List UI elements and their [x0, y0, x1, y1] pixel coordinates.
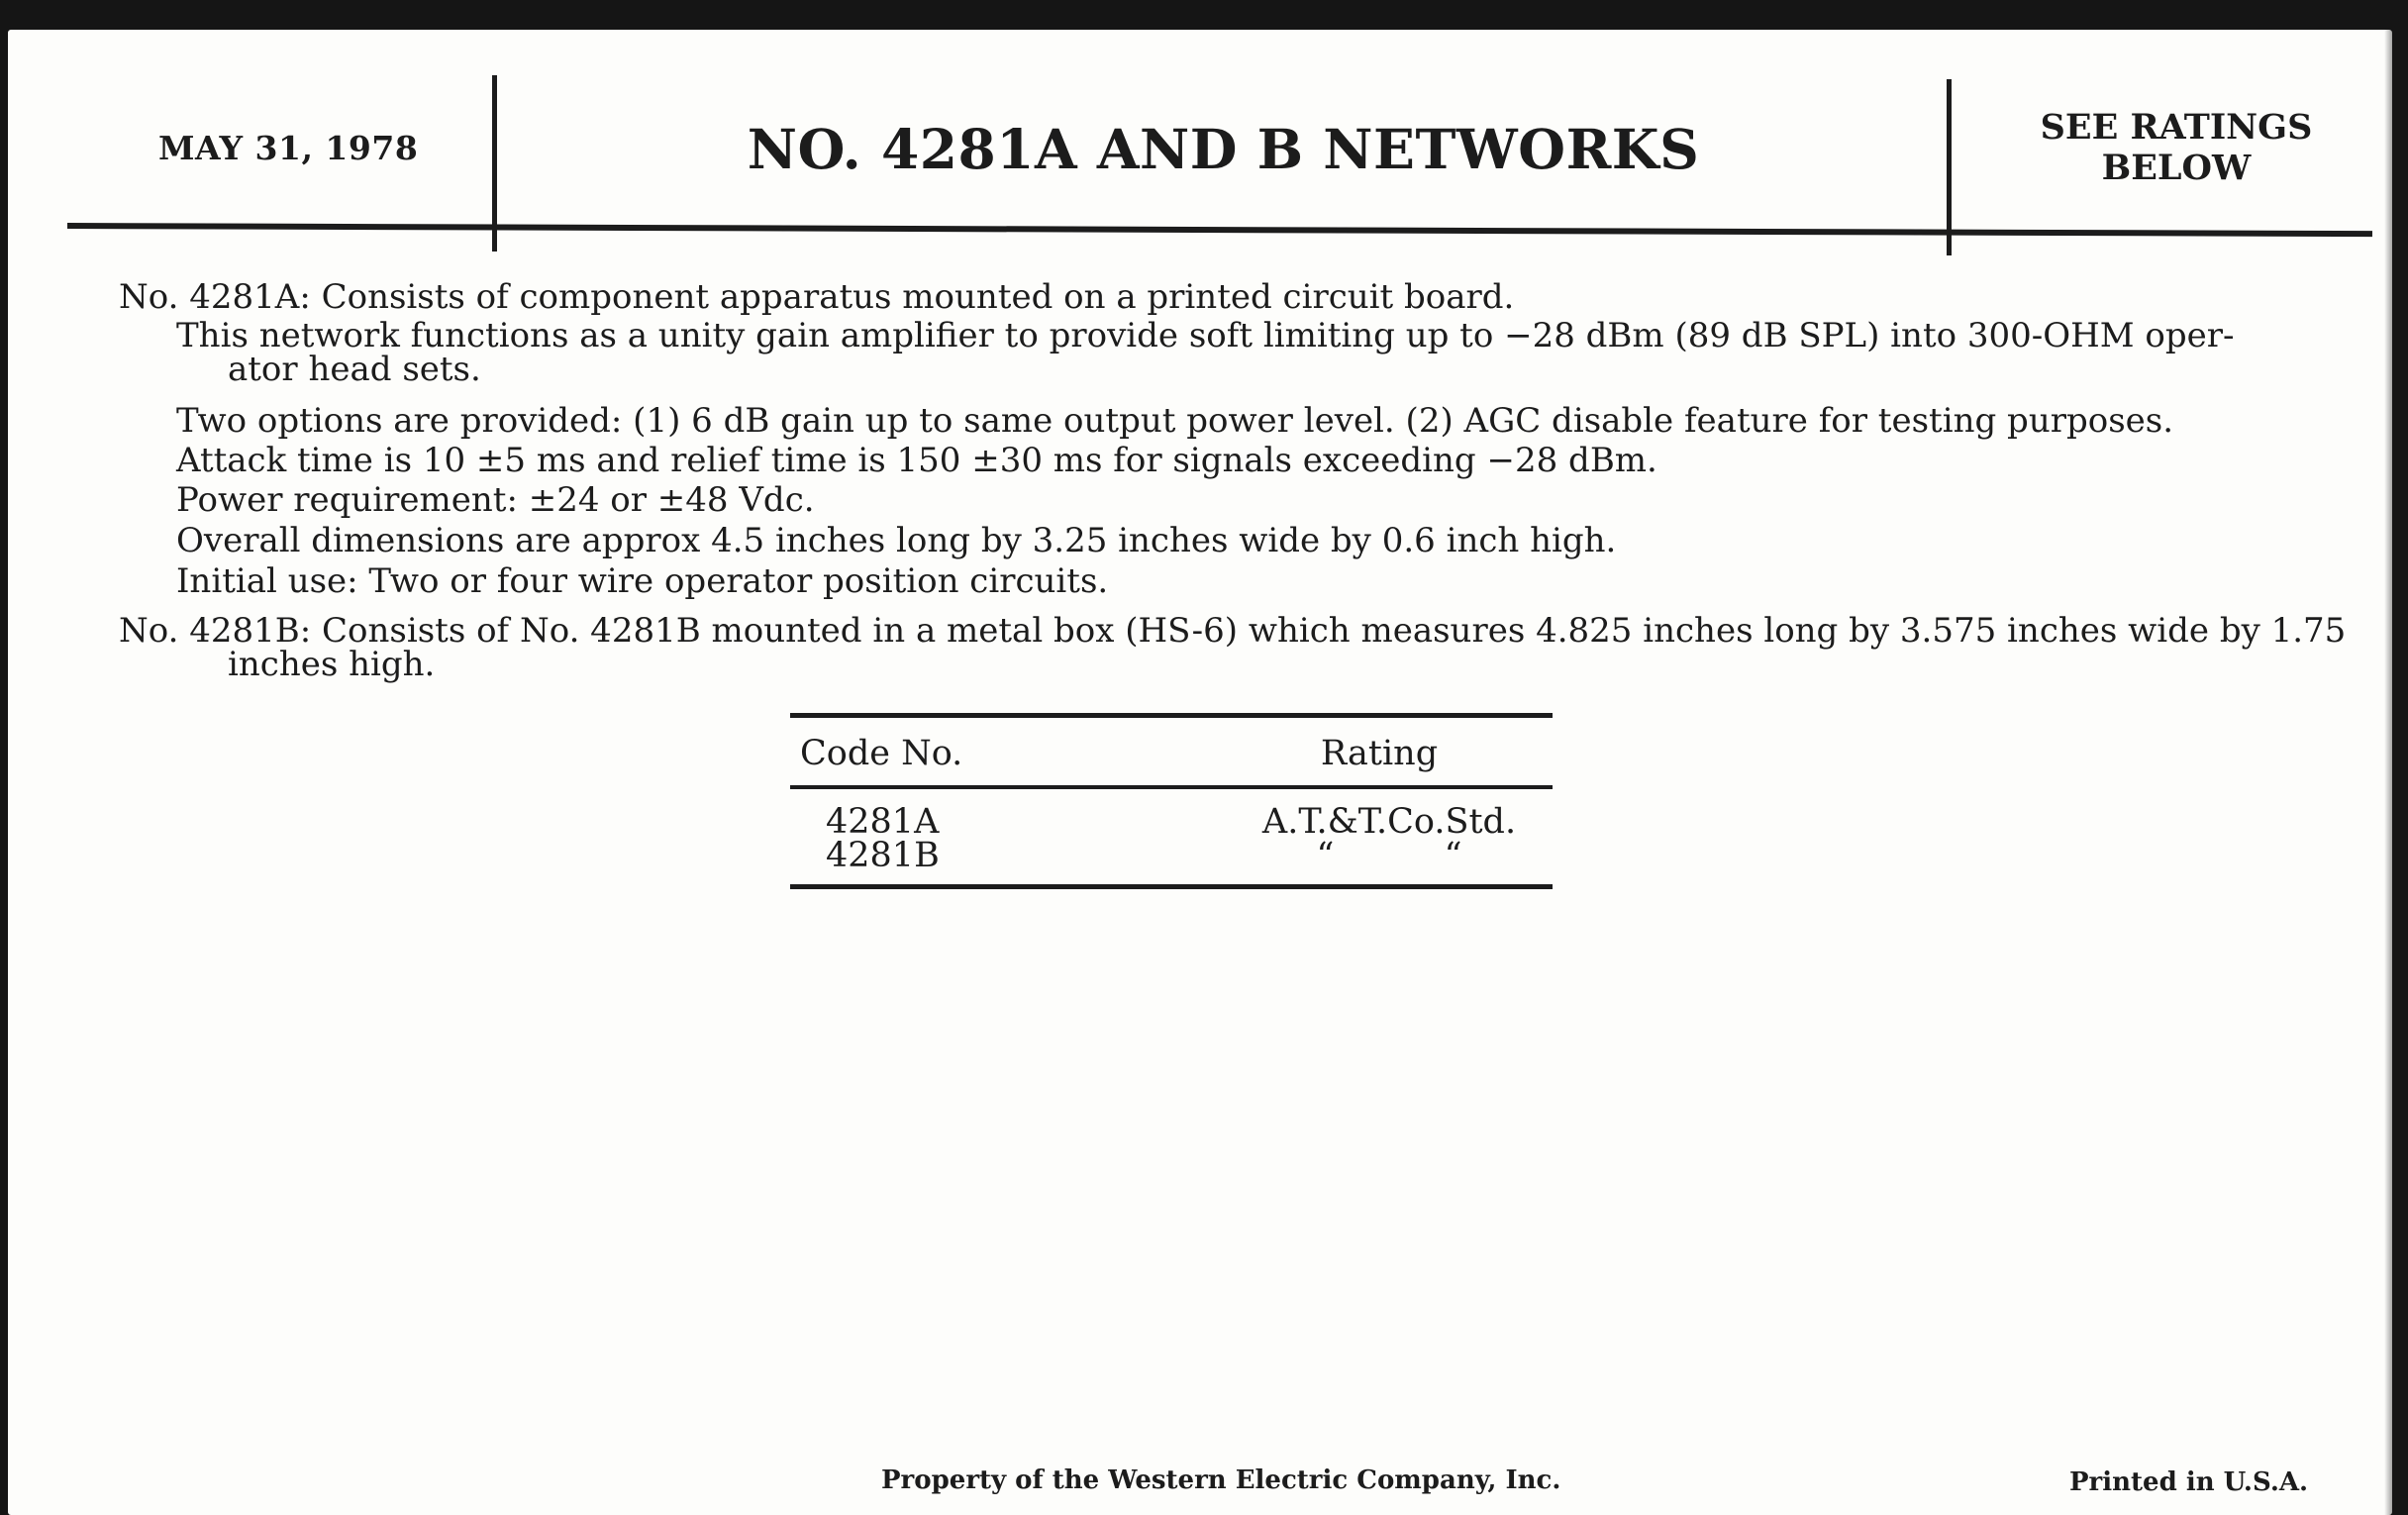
table-cell-rating: “ “	[1316, 836, 1462, 875]
table-cell-code: 4281B	[826, 836, 940, 875]
paragraph-dimensions: Overall dimensions are approx 4.5 inches long by 3.25 inches wide by 0.6 inch high.	[176, 521, 1617, 560]
paragraph-4281b-line1: No. 4281B: Consists of No. 4281B mounted in a metal box (HS-6) which measures 4.825 inches long by 3.575 inches wide by 1.75	[119, 611, 2347, 651]
paragraph-options: Two options are provided: (1) 6 dB gain up to same output power level. (2) AGC disable feature for testing purposes.	[176, 401, 2174, 441]
table-cell-rating: A.T.&T.Co.Std.	[1261, 802, 1517, 842]
card-edge-shadow	[2384, 30, 2392, 1515]
paragraph-4281b-line2: inches high.	[228, 645, 436, 684]
paragraph-4281b-intro	[119, 611, 2347, 684]
paragraph-function-line2: ator head sets.	[228, 350, 481, 389]
footer-printed-in: Printed in U.S.A.	[2069, 1467, 2309, 1497]
page-title: NO. 4281A AND B NETWORKS	[747, 117, 1700, 181]
ratings-note-line2: BELOW	[2101, 148, 2252, 188]
table-cell-code: 4281A	[826, 802, 940, 842]
table-row	[790, 836, 1553, 875]
issue-date: MAY 31, 1978	[158, 129, 419, 167]
ratings-table	[790, 713, 1553, 889]
paragraph-function-line1: This network functions as a unity gain amplifier to provide soft limiting up to −28 dBm (89 dB SPL) into 300-OHM oper-	[176, 316, 2235, 355]
footer-property-notice: Property of the Western Electric Company, Inc.	[881, 1465, 1561, 1495]
paragraph-power: Power requirement: ±24 or ±48 Vdc.	[176, 480, 815, 520]
paragraph-4281a-intro: No. 4281A: Consists of component apparatus mounted on a printed circuit board.	[119, 277, 1515, 317]
paragraph-attack-time: Attack time is 10 ±5 ms and relief time is 150 ±30 ms for signals exceeding −28 dBm.	[176, 441, 1657, 480]
paragraph-function	[176, 316, 2235, 389]
table-header-code: Code No.	[800, 734, 963, 773]
table-header-row	[790, 718, 1553, 771]
table-row	[790, 802, 1553, 842]
paragraph-initial-use: Initial use: Two or four wire operator position circuits.	[176, 561, 1109, 601]
table-header-rating: Rating	[1320, 734, 1439, 773]
ratings-note-line1: SEE RATINGS	[2040, 107, 2313, 148]
header-rule	[67, 223, 2372, 237]
table-body	[790, 789, 1553, 875]
document-card	[8, 30, 2392, 1515]
table-rule-bottom	[790, 884, 1553, 889]
ratings-note	[1973, 107, 2379, 188]
